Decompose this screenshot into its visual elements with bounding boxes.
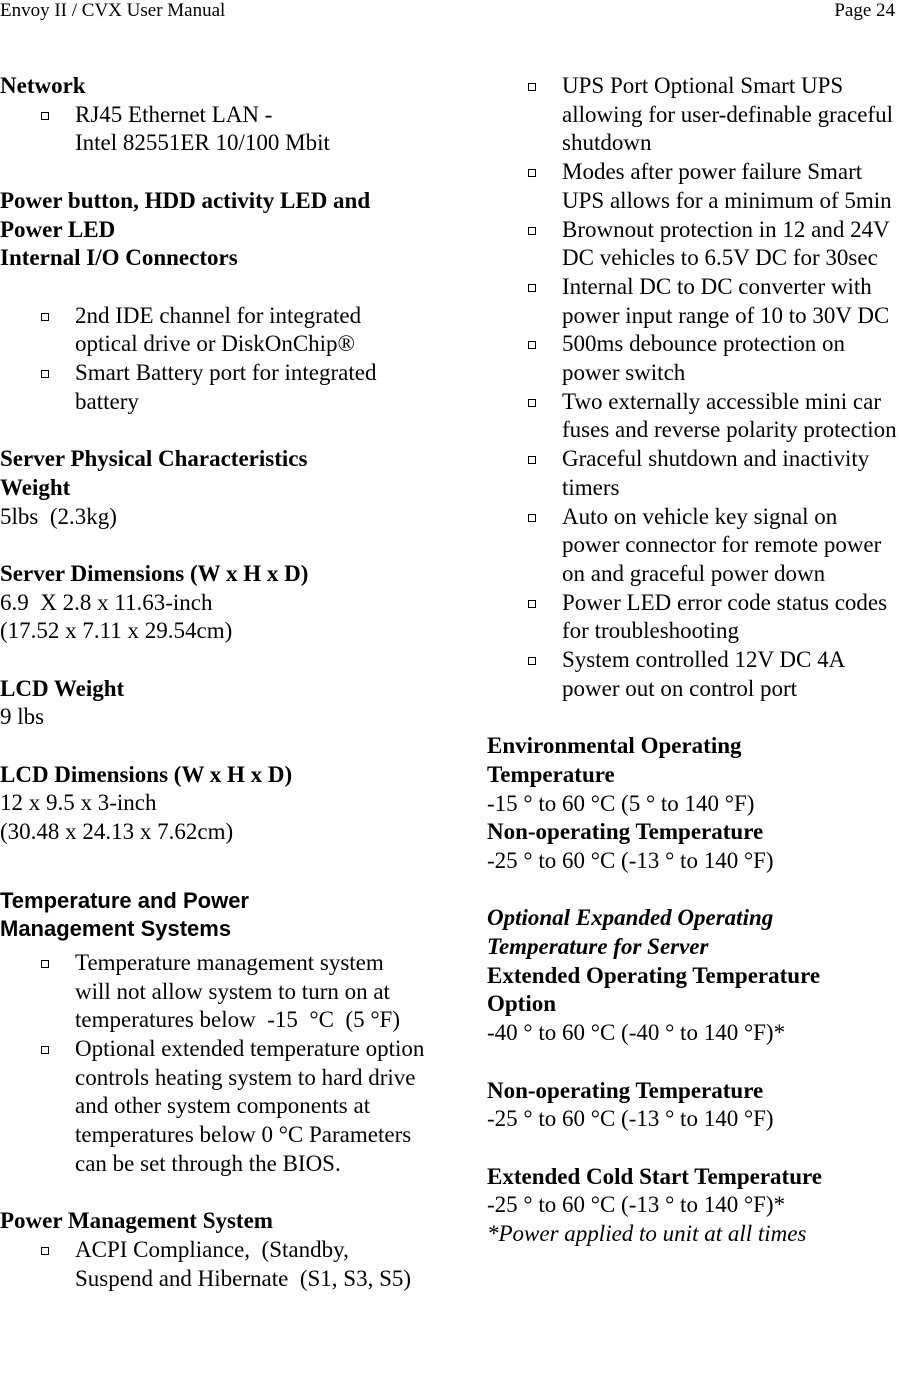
heading-line: Temperature for Server	[487, 934, 709, 960]
list-item	[487, 72, 899, 158]
list-item	[487, 445, 899, 502]
cold-start-heading: Extended Cold Start Temperature	[487, 1163, 822, 1189]
list-item-text: UPS Port Optional Smart UPS allowing for user-definable graceful shutdown	[562, 73, 893, 156]
server-dimensions-heading: Server Dimensions (W x H x D)	[0, 560, 309, 586]
non-operating-heading: Non-operating Temperature	[487, 819, 764, 845]
right-column	[487, 72, 899, 1249]
heading-line: Temperature and Power	[0, 887, 249, 913]
server-dimensions-cm: (17.52 x 7.11 x 29.54cm)	[0, 618, 233, 644]
list-item-text: System controlled 12V DC 4A power out on control port	[562, 647, 844, 701]
lcd-weight-heading: LCD Weight	[0, 675, 125, 701]
list-item-text: ACPI Compliance, (Standby, Suspend and Hibernate (S1, S3, S5)	[75, 1236, 412, 1291]
list-item-text: Power LED error code status codes for troubleshooting	[562, 589, 888, 644]
checkbox-bullet-icon	[528, 456, 536, 464]
list-item	[0, 1236, 425, 1293]
optional-expanded-heading	[487, 904, 899, 961]
list-item-text: Brownout protection in 12 and 24V DC vehicles to 6.5V DC for 30sec	[562, 216, 890, 271]
list-item	[0, 1035, 425, 1179]
extended-operating-heading	[487, 962, 899, 1019]
checkbox-bullet-icon	[528, 169, 536, 177]
lcd-dimensions-inch: 12 x 9.5 x 3-inch	[0, 790, 157, 816]
io-connectors-heading: Internal I/O Connectors	[0, 245, 238, 271]
network-heading: Network	[0, 73, 86, 98]
cold-start-value: -25 ° to 60 °C (-13 ° to 140 °F)*	[487, 1192, 786, 1218]
power-management-heading: Power Management System	[0, 1208, 273, 1234]
list-item	[487, 330, 899, 387]
heading-line: Option	[487, 991, 557, 1017]
list-item-text: Optional extended temperature option controls heating system to hard drive and other system components at temperatures below 0 °C Parameters can be set through the BIOS.	[75, 1036, 425, 1176]
environmental-operating-heading	[487, 732, 899, 789]
list-item	[0, 949, 425, 1035]
lcd-dimensions-cm: (30.48 x 24.13 x 7.62cm)	[0, 819, 234, 845]
list-item	[487, 158, 899, 215]
list-item	[487, 388, 899, 445]
checkbox-bullet-icon	[528, 341, 536, 349]
non-operating-2-value: -25 ° to 60 °C (-13 ° to 140 °F)	[487, 1106, 774, 1132]
non-operating-2-heading: Non-operating Temperature	[487, 1077, 764, 1103]
checkbox-bullet-icon	[528, 284, 536, 292]
list-item-text: Internal DC to DC converter with power input range of 10 to 30V DC	[562, 273, 890, 328]
checkbox-bullet-icon	[528, 227, 536, 235]
non-operating-value: -25 ° to 60 °C (-13 ° to 140 °F)	[487, 847, 774, 873]
running-header-title: Envoy II / CVX User Manual	[0, 0, 226, 21]
server-dimensions-inch: 6.9 X 2.8 x 11.63-inch	[0, 589, 213, 615]
checkbox-bullet-icon	[528, 399, 536, 407]
list-item	[487, 646, 899, 703]
operating-temperature-value: -15 ° to 60 °C (5 ° to 140 °F)	[487, 790, 755, 816]
list-item-text: Two externally accessible mini car fuses and reverse polarity protection	[562, 388, 897, 443]
list-item-text: 500ms debounce protection on power switch	[562, 331, 845, 386]
heading-line: Power button, HDD activity LED and	[0, 187, 371, 213]
list-item-text: Intel 82551ER 10/100 Mbit	[75, 130, 330, 156]
list-item	[487, 273, 899, 330]
weight-heading: Weight	[0, 474, 71, 500]
list-item-text: Modes after power failure Smart UPS allows for a minimum of 5min	[562, 159, 892, 213]
list-item	[487, 216, 899, 273]
extended-operating-value: -40 ° to 60 °C (-40 ° to 140 °F)*	[487, 1020, 786, 1046]
checkbox-bullet-icon	[41, 1247, 49, 1255]
checkbox-bullet-icon	[41, 1046, 49, 1054]
list-item-text: Smart Battery port for integrated battery	[75, 360, 377, 414]
list-item-text: Graceful shutdown and inactivity timers	[562, 446, 870, 500]
weight-value: 5lbs (2.3kg)	[0, 503, 117, 529]
lcd-dimensions-heading: LCD Dimensions (W x H x D)	[0, 761, 293, 787]
heading-line: Management Systems	[0, 915, 232, 941]
heading-line: Optional Expanded Operating	[487, 905, 774, 931]
checkbox-bullet-icon	[41, 960, 49, 968]
heading-line: Temperature	[487, 761, 615, 787]
physical-characteristics-heading: Server Physical Characteristics	[0, 446, 308, 472]
checkbox-bullet-icon	[528, 83, 536, 91]
heading-line: Extended Operating Temperature	[487, 962, 821, 988]
power-management-list	[0, 1236, 425, 1293]
heading-line: Power LED	[0, 216, 116, 242]
heading-line: Environmental Operating	[487, 733, 742, 759]
list-item	[487, 589, 899, 646]
list-item-text: Auto on vehicle key signal on power connector for remote power on and graceful power down	[562, 503, 882, 586]
power-features-list	[0, 72, 899, 703]
list-item	[487, 503, 899, 589]
page-number: Page 24	[834, 0, 895, 21]
checkbox-bullet-icon	[528, 514, 536, 522]
footnote: *Power applied to unit at all times	[487, 1221, 807, 1247]
checkbox-bullet-icon	[528, 600, 536, 608]
list-item-text: RJ45 Ethernet LAN -	[75, 101, 273, 127]
list-item-text: Temperature management system will not allow system to turn on at temperatures below -15 °C (5 °F)	[75, 949, 400, 1033]
temperature-list	[0, 949, 425, 1179]
list-item-text: 2nd IDE channel for integrated optical drive or DiskOnChip®	[75, 302, 362, 357]
temperature-power-heading	[0, 887, 425, 943]
lcd-weight-value: 9 lbs	[0, 704, 45, 730]
checkbox-bullet-icon	[528, 657, 536, 665]
